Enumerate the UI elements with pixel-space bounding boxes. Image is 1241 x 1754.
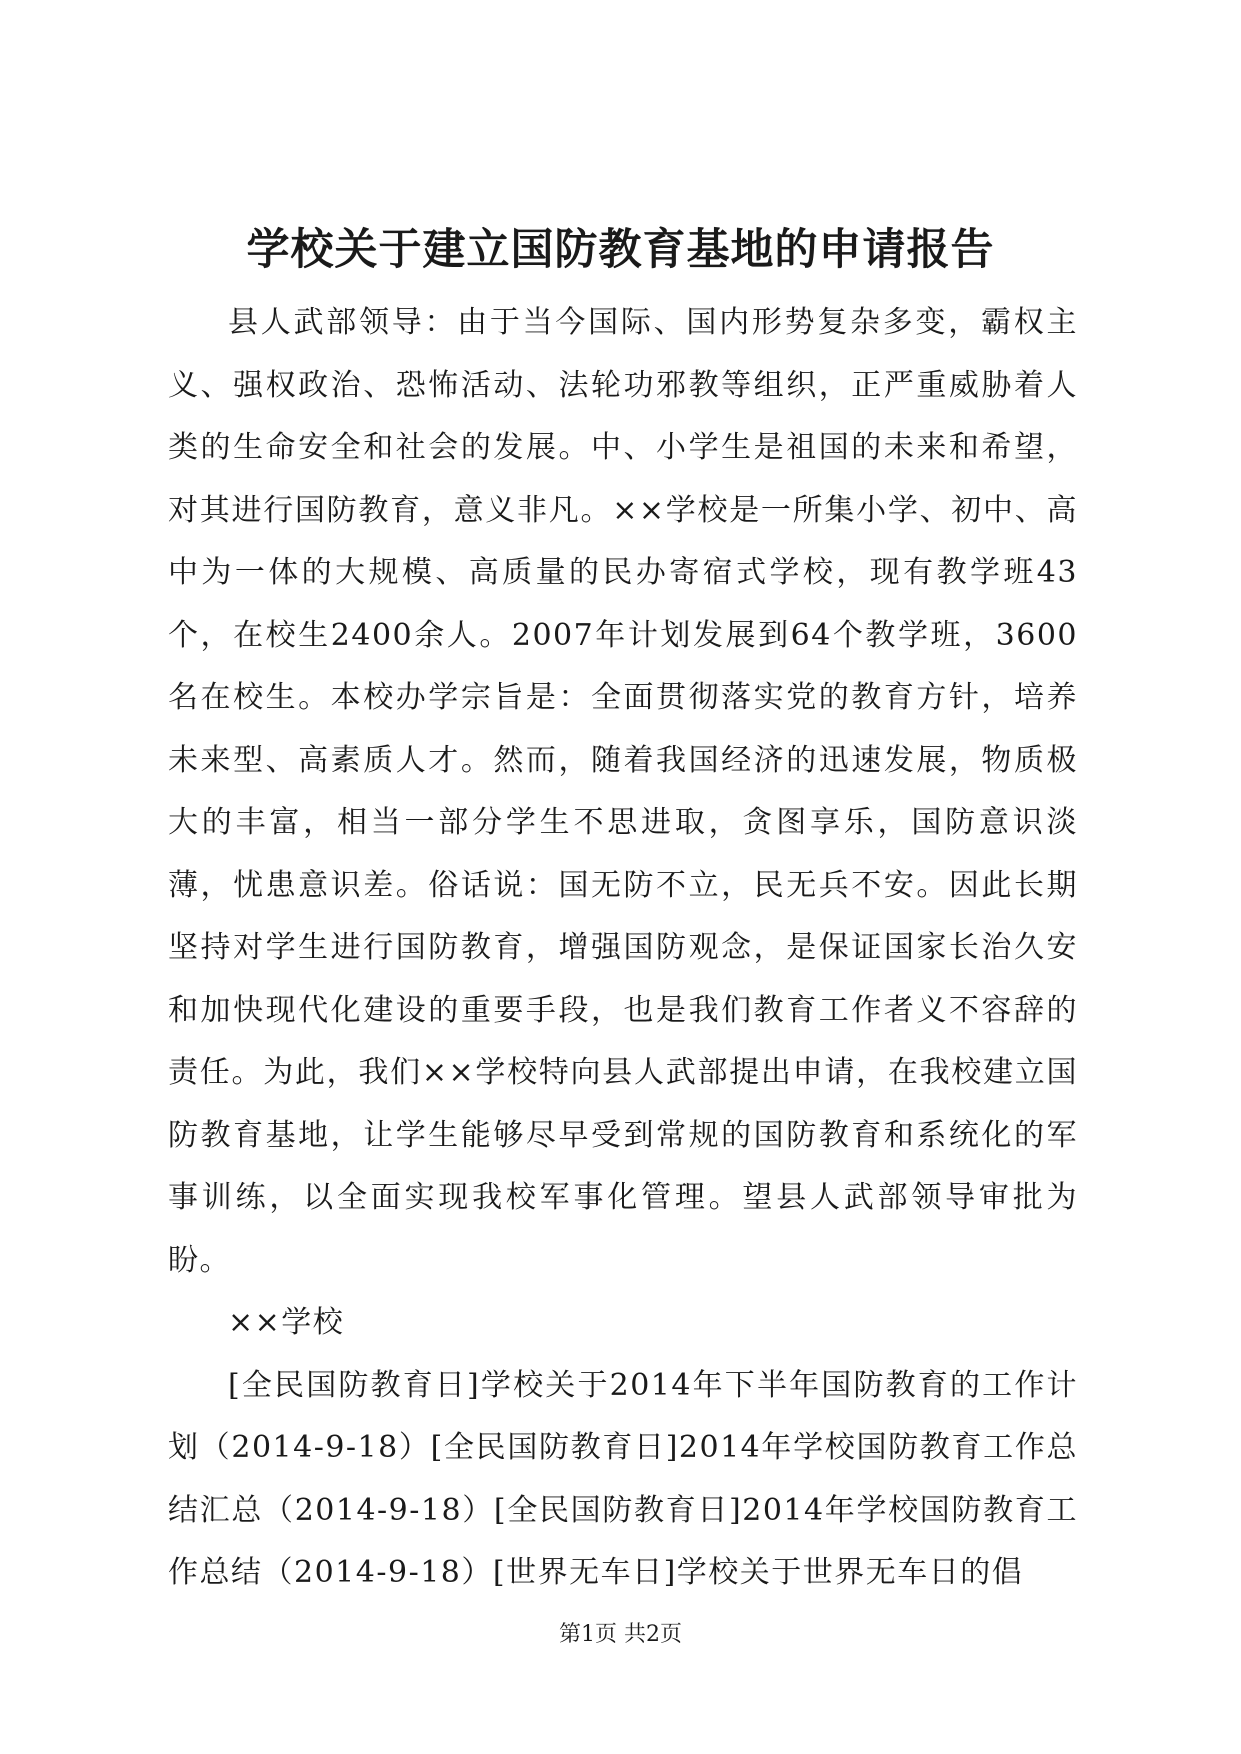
document-title: 学校关于建立国防教育基地的申请报告 <box>246 225 995 275</box>
page-footer: 第1页 共2页 <box>559 1622 682 1647</box>
related-links-paragraph: [全民国防教育日]学校关于2014年下半年国防教育的工作计划（2014-9-18）[全民国防教育日]2014年学校国防教育工作总结汇总（2014-9-18）[全民国防教育日]2014年学校国防教育工作总结（2014-9-18）[世界无车日]学校关于世界无车日的倡 <box>168 1367 1078 1590</box>
document-body <box>168 292 1078 1605</box>
main-paragraph: 县人武部领导：由于当今国际、国内形势复杂多变，霸权主义、强权政治、恐怖活动、法轮功邪教等组织，正严重威胁着人类的生命安全和社会的发展。中、小学生是祖国的未来和希望，对其进行国防教育，意义非凡。××学校是一所集小学、初中、高中为一体的大规模、高质量的民办寄宿式学校，现有教学班43个，在校生2400余人。2007年计划发展到64个教学班，3600名在校生。本校办学宗旨是：全面贯彻落实党的教育方针，培养未来型、高素质人才。然而，随着我国经济的迅速发展，物质极大的丰富，相当一部分学生不思进取，贪图享乐，国防意识淡薄，忧患意识差。俗话说：国无防不立，民无兵不安。因此长期坚持对学生进行国防教育，增强国防观念，是保证国家长治久安和加快现代化建设的重要手段，也是我们教育工作者义不容辞的责任。为此，我们××学校特向县人武部提出申请，在我校建立国防教育基地，让学生能够尽早受到常规的国防教育和系统化的军事训练，以全面实现我校军事化管理。望县人武部领导审批为盼。 <box>168 305 1078 1278</box>
signature-line: ××学校 <box>228 1305 345 1340</box>
